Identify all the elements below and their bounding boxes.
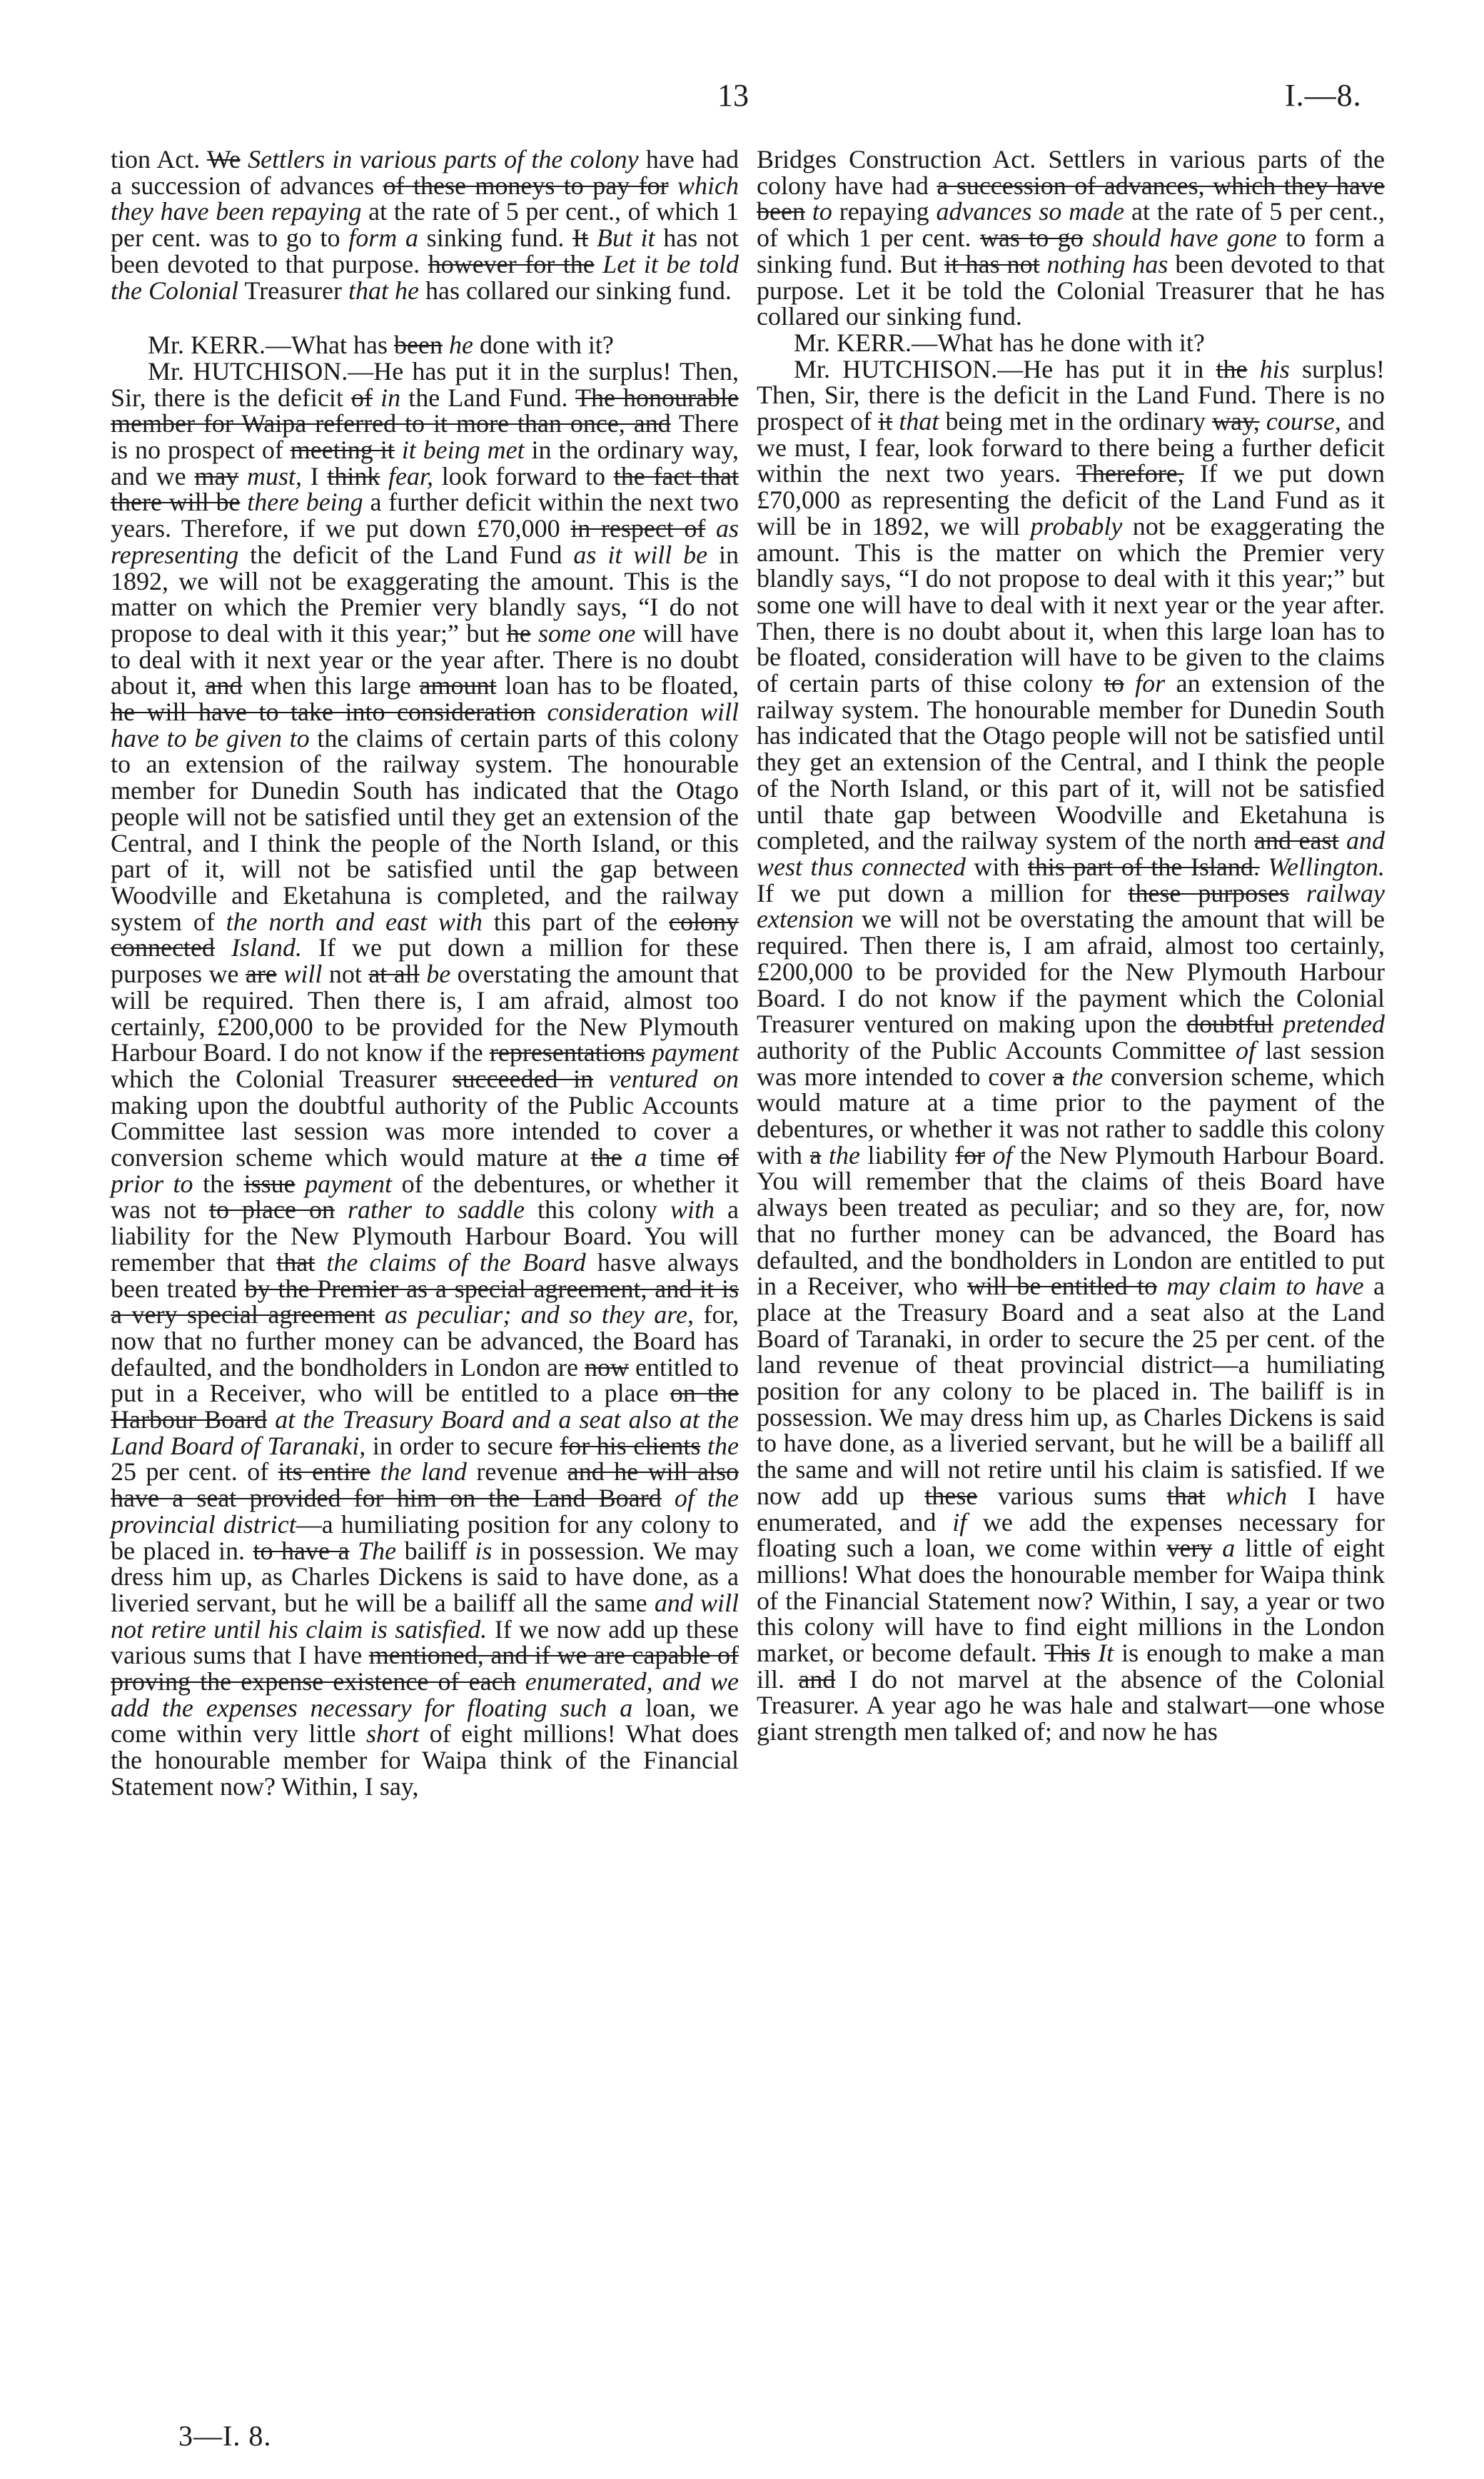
deleted-text: at all xyxy=(368,960,420,989)
deleted-text: a xyxy=(1052,1062,1064,1091)
deleted-text: succeeded in xyxy=(452,1064,594,1093)
body-text: I xyxy=(302,461,328,491)
body-text: time xyxy=(647,1143,718,1172)
body-text: being met in the ordinary xyxy=(939,407,1213,436)
inserted-text: payment xyxy=(645,1038,740,1067)
inserted-text: the xyxy=(821,1140,860,1170)
inserted-text: will xyxy=(276,960,323,989)
inserted-text: if xyxy=(952,1507,967,1537)
inserted-text: to xyxy=(804,197,832,226)
deleted-text: very xyxy=(1166,1534,1213,1563)
inserted-text: railway extension xyxy=(757,878,1385,934)
deleted-text: this part of the Island. xyxy=(1027,852,1260,881)
deleted-text: are xyxy=(245,960,277,989)
body-text: I have enumerated, and xyxy=(757,1481,1385,1537)
deleted-text: and xyxy=(205,671,243,700)
body-text: Mr. HUTCHISON.—He has put it in the surplus! Then, Sir, there is the deficit xyxy=(111,356,739,412)
body-text: in order to secure xyxy=(365,1431,560,1460)
deleted-text: amount xyxy=(419,671,497,700)
inserted-text: It xyxy=(1090,1639,1114,1668)
deleted-text: it xyxy=(878,407,893,436)
inserted-text: and will not retire until his claim is satisfied. xyxy=(111,1588,739,1644)
deleted-text: of xyxy=(351,383,373,412)
body-text: Mr. KERR.—What has xyxy=(148,331,394,360)
inserted-text: advances so made xyxy=(936,197,1125,226)
deleted-text: to xyxy=(1104,669,1124,698)
body-text: Bridges Construction Act. Settlers in various parts of the colony have had xyxy=(757,145,1385,200)
deleted-text: these xyxy=(924,1481,978,1510)
body-text: Mr. KERR.—What has he done with it? xyxy=(794,328,1205,357)
deleted-text: its entire xyxy=(278,1457,371,1487)
inserted-text: prior to xyxy=(111,1169,193,1198)
deleted-text: the fact that there will be xyxy=(111,461,740,517)
inserted-text: the xyxy=(700,1431,739,1460)
deleted-text: may xyxy=(194,461,239,491)
deleted-text: by the Premier as a special agreement, and it is a very special agreement xyxy=(111,1274,739,1329)
deleted-text: the xyxy=(590,1143,622,1172)
deleted-text: these purposes xyxy=(1128,878,1290,907)
inserted-text: probably xyxy=(1030,511,1123,540)
body-text: authority of the Public Accounts Committee xyxy=(757,1035,1236,1065)
body-text: not be exaggerating the amount. This is the matter on which the Premier very blandly says, “I do not propose to deal with it this year;” but some one will have to deal with it next year or the year after. Then, there is no doubt about it, when this large loan has to be floated, consideration will have to be given to the claims of certain parts of thise colony xyxy=(757,511,1385,698)
body-text: revenue xyxy=(466,1457,567,1487)
inserted-text: that he xyxy=(348,276,419,305)
body-text: an extension of the railway system. The honourable member for Dunedin South has indicated that the Otago people will not be satisfied until they get an extension of the Central, and I think the people of the North Island, or this part of it, will not be satisfied until thate gap between Woodville and Eketahuna is completed, and the railway system of the north xyxy=(757,669,1385,855)
body-text: 25 per cent. of xyxy=(111,1457,278,1487)
inserted-text: at the Treasury Board and a seat also at the Land Board of Taranaki, xyxy=(111,1405,739,1460)
body-text: to form a sinking fund. But xyxy=(757,223,1385,278)
inserted-text: must, xyxy=(238,461,302,491)
body-text: loan has to be floated, xyxy=(496,671,739,700)
body-text: —a humiliating position for any colony to be placed in. xyxy=(111,1509,739,1565)
inserted-text: is xyxy=(475,1536,493,1565)
signature-mark: 3—I. 8. xyxy=(178,2420,272,2452)
deleted-text: he xyxy=(506,618,531,648)
inserted-text: the xyxy=(1064,1062,1104,1091)
body-text: Treasurer xyxy=(238,276,348,305)
body-text: I do not marvel at the absence of the Colonial Treasurer. A year ago he was hale and stalwart—one whose giant strength men talked of; and now he has xyxy=(757,1664,1385,1746)
body-text: in the ordinary way, and we xyxy=(111,436,739,491)
inserted-text: may claim to have xyxy=(1157,1272,1364,1301)
deleted-text: that xyxy=(1166,1481,1206,1510)
body-text: of the debentures, or whether it was not xyxy=(111,1169,739,1225)
inserted-text: that xyxy=(892,407,939,436)
body-text: conversion scheme, which would mature at a time prior to the payment of the debentures, or whether it was not rather to saddle this colony with xyxy=(757,1062,1385,1170)
body-text: of eight millions! What does the honourable member for Waipa think of the Financial Statement now? Within, I say, xyxy=(111,1719,740,1801)
deleted-text: a xyxy=(809,1140,822,1170)
deleted-text: was to go xyxy=(979,223,1084,253)
inserted-text: rather to saddle xyxy=(334,1195,525,1225)
inserted-text: Let it be told the Colonial xyxy=(111,249,739,305)
deleted-text: on the Harbour Board xyxy=(111,1379,740,1434)
body-text: liability xyxy=(860,1140,956,1170)
body-text: has collared our sinking fund. xyxy=(418,276,732,305)
deleted-text: of xyxy=(717,1143,740,1172)
inserted-text: as peculiar; and so they are, xyxy=(375,1300,694,1329)
deleted-text: meeting it xyxy=(290,436,395,465)
body-text: overstating the amount that will be required. Then there is, I am afraid, almost too certainly, £200,000 to be provided for the New Plymouth Harbour Board. I do not know if the xyxy=(111,960,739,1067)
deleted-text: way, xyxy=(1212,407,1260,436)
deleted-text: The honourable member for Waipa referred to it more than once, and xyxy=(111,383,739,438)
body-text: look forward to xyxy=(433,461,614,491)
deleted-text: for his clients xyxy=(560,1431,701,1460)
deleted-text: We xyxy=(206,145,241,174)
deleted-text: however for the xyxy=(428,249,595,278)
body-text: sinking fund. xyxy=(418,223,573,253)
inserted-text: payment xyxy=(295,1169,393,1198)
inserted-text: enumerated, and we add the expenses necessary for floating such a xyxy=(111,1667,739,1722)
deleted-text: and xyxy=(798,1664,836,1694)
body-text: done with it? xyxy=(473,331,614,360)
right-column xyxy=(757,146,1385,1745)
body-text: we will not be overstating the amount that will be required. Then there is, I am afraid, almost too certainly, £200,000 to be provided for the New Plymouth Harbour Board. I do not know if the payment which the Colonial Treasurer ventured on making upon the xyxy=(757,905,1385,1039)
inserted-text: and west thus connected xyxy=(757,826,1385,881)
body-text: various sums xyxy=(977,1481,1167,1510)
left-paragraph-1 xyxy=(111,146,739,303)
deleted-text: will be entitled to xyxy=(967,1272,1158,1301)
body-text: which the Colonial Treasurer xyxy=(111,1064,453,1093)
inserted-text: be xyxy=(419,960,451,989)
deleted-text: This xyxy=(1044,1639,1091,1668)
right-paragraph-1 xyxy=(757,146,1385,330)
deleted-text: that xyxy=(276,1247,316,1277)
body-text: surplus! Then, Sir, there is the deficit in the Land Fund. There is no prospect of xyxy=(757,354,1385,436)
inserted-text: with xyxy=(670,1195,715,1225)
inserted-text: he xyxy=(442,331,473,360)
deleted-text: he will have to take into consideration xyxy=(111,698,535,727)
left-paragraph-3 xyxy=(111,358,739,1800)
deleted-text: Therefore, xyxy=(1076,459,1184,488)
body-text: this colony xyxy=(524,1195,670,1225)
inserted-text: which xyxy=(1205,1481,1288,1510)
body-text: have had a succession of advances xyxy=(111,145,739,200)
inserted-text: Island. xyxy=(214,933,302,962)
inserted-text: the claims of the Board xyxy=(315,1247,586,1277)
deleted-text: to place on xyxy=(209,1195,335,1225)
deleted-text: in respect of xyxy=(570,514,706,543)
body-text: with xyxy=(965,852,1028,881)
body-text: making upon the doubtful authority of the Public Accounts Committee last session was more intended to cover a conversion scheme which would mature at xyxy=(111,1090,739,1172)
inserted-text: the land xyxy=(370,1457,467,1487)
inserted-text: short xyxy=(366,1719,420,1749)
inserted-text: there being xyxy=(240,488,363,517)
body-text: in possession. We may dress him up, as Charles Dickens is said to have done, as a liveried servant, but he will be a bailiff all the same xyxy=(111,1536,739,1617)
inserted-text: should have gone xyxy=(1083,223,1277,253)
body-text: this part of the xyxy=(482,907,670,936)
body-text: tion Act. xyxy=(111,145,207,174)
body-text: the deficit of the Land Fund xyxy=(238,540,574,569)
body-text: the Land Fund. xyxy=(400,383,575,412)
body-text: at the rate of 5 per cent., of which 1 per cent. xyxy=(757,197,1385,253)
inserted-text: nothing has xyxy=(1039,249,1168,278)
deleted-text: and east xyxy=(1254,826,1339,855)
inserted-text: a xyxy=(1212,1534,1236,1563)
body-text: is enough to make a man ill. xyxy=(757,1639,1385,1694)
body-text: at the rate of 5 per cent., of which 1 per cent. was to go to xyxy=(111,197,739,253)
body-text: entitled to put in a Receiver, who will be entitled to a place xyxy=(111,1352,739,1408)
inserted-text: form a xyxy=(348,223,418,253)
body-text: Mr. HUTCHISON.—He has put it in xyxy=(794,354,1216,383)
deleted-text: representations xyxy=(489,1038,645,1067)
inserted-text: which they have been repaying xyxy=(111,171,740,226)
deleted-text: now xyxy=(584,1352,629,1382)
inserted-text: the north and east with xyxy=(226,907,483,936)
body-text: a further deficit within the next two years. Therefore, if we put down £70,000 xyxy=(111,488,739,543)
inserted-text: The xyxy=(349,1536,397,1565)
deleted-text: think xyxy=(327,461,380,491)
body-text: when this large xyxy=(242,671,420,700)
body-text: the xyxy=(193,1169,244,1198)
inserted-text: as it will be xyxy=(573,540,708,569)
deleted-text: for xyxy=(955,1140,985,1170)
inserted-text: consideration will have to be given to xyxy=(111,698,740,753)
body-text: If we put down a million for xyxy=(757,878,1129,907)
inserted-text: as representing xyxy=(111,514,739,569)
left-paragraph-2 xyxy=(111,332,739,358)
body-text: been devoted to that purpose. Let it be told the Colonial Treasurer that he has collared our sinking fund. xyxy=(757,249,1385,331)
body-text: loan, we come within very little xyxy=(111,1693,739,1749)
body-text: the New Plymouth Harbour Board. You will remember that the claims of theis Board have always been treated as peculiar; and so they are, for, now that no further money can be advanced, the Board has defaulted, and the bondholders in London are entitled to put in a Receiver, who xyxy=(757,1140,1385,1301)
body-text: a place at the Treasury Board and a seat also at the Land Board of Taranaki, in order to secure the 25 per cent. of the land revenue of theat provincial district—a humiliating position for any colony to be placed in. The bailiff is in possession. We may dress him up, as Charles Dickens is said to have done, as a liveried servant, but he will be a bailiff all the same and will not retire until his claim is satisfied. If we now add up xyxy=(757,1272,1385,1510)
body-text: last session was more intended to cover xyxy=(757,1035,1385,1091)
deleted-text: a succession of advances, which they have been xyxy=(757,171,1385,226)
body-text: will have to deal with it next year or the year after. There is no doubt about it, xyxy=(111,618,740,700)
body-text: for, now that no further money can be advanced, the Board has defaulted, and the bondholders in London are xyxy=(111,1300,739,1382)
deleted-text: of these moneys to pay for xyxy=(383,171,669,200)
body-text: If we now add up these various sums that I have xyxy=(111,1614,739,1670)
inserted-text: of the provincial district xyxy=(111,1484,739,1539)
body-text: has not been devoted to that purpose. xyxy=(111,223,739,278)
inserted-text: But it xyxy=(588,223,655,253)
inserted-text: fear, xyxy=(380,461,434,491)
right-paragraph-2 xyxy=(757,330,1385,356)
body-text: in 1892, we will not be exaggerating the amount. This is the matter on which the Premier very blandly says, “I do not propose to deal with it this year;” but xyxy=(111,540,740,648)
inserted-text: for xyxy=(1124,669,1166,698)
inserted-text: it being met xyxy=(394,436,525,465)
body-text: a liability for the New Plymouth Harbour Board. You will remember that xyxy=(111,1195,739,1277)
document-reference: I.—8. xyxy=(1285,78,1362,113)
inserted-text: ventured on xyxy=(593,1064,739,1093)
inserted-text: Settlers in various parts of the colony xyxy=(240,145,639,174)
deleted-text: mentioned, and if we are capable of proving the expense existence of each xyxy=(111,1641,739,1696)
body-text: hasve always been treated xyxy=(111,1247,739,1303)
body-text: If we put down £70,000 as representing the deficit of the Land Fund as it will be in 1892, we will xyxy=(757,459,1385,540)
inserted-text: pretended xyxy=(1273,1010,1385,1039)
inserted-text: of xyxy=(1235,1035,1256,1065)
body-text: There is no prospect of xyxy=(111,409,739,465)
page-number: 13 xyxy=(717,78,749,113)
deleted-text: doubtful xyxy=(1186,1010,1274,1039)
deleted-text: it has not xyxy=(944,249,1040,278)
deleted-text: colony connected xyxy=(111,907,739,962)
deleted-text: issue xyxy=(243,1169,296,1198)
inserted-text: Wellington. xyxy=(1259,852,1385,881)
body-text: If we put down a million for these purposes we xyxy=(111,933,740,989)
deleted-text: the xyxy=(1216,354,1248,383)
inserted-text: course, xyxy=(1259,407,1341,436)
body-text: the claims of certain parts of this colony to an extension of the railway system. The honourable member for Dunedin South has indicated that the Otago people will not be satisfied until they get an extension of the Central, and I think the people of the North Island, or this part of it, will not be satisfied until the gap between Woodville and Eketahuna is completed, and the railway system of xyxy=(111,723,739,936)
deleted-text: been xyxy=(393,331,443,360)
right-paragraph-3 xyxy=(757,356,1385,1745)
body-text: little of eight millions! What does the honourable member for Waipa think of the Financial Statement now? Within, I say, a year or two this colony will have to find eight millions in the London market, or become default. xyxy=(757,1534,1385,1668)
inserted-text: some one xyxy=(530,618,636,648)
body-text: repaying xyxy=(832,197,937,226)
body-text: bailiff xyxy=(396,1536,475,1565)
inserted-text: of xyxy=(985,1140,1013,1170)
inserted-text: a xyxy=(622,1143,647,1172)
deleted-text: It xyxy=(572,223,589,253)
body-text: we add the expenses necessary for floating such a loan, we come within xyxy=(757,1507,1385,1563)
left-column xyxy=(111,146,739,1800)
deleted-text: to have a xyxy=(253,1536,350,1565)
body-text: and we must, I fear, look forward to there being a further deficit within the next two years. xyxy=(757,407,1385,488)
deleted-text: and he will also have a seat provided for him on the Land Board xyxy=(111,1457,739,1513)
inserted-text: his xyxy=(1247,354,1290,383)
body-text: not xyxy=(322,960,369,989)
inserted-text: in xyxy=(373,383,401,412)
